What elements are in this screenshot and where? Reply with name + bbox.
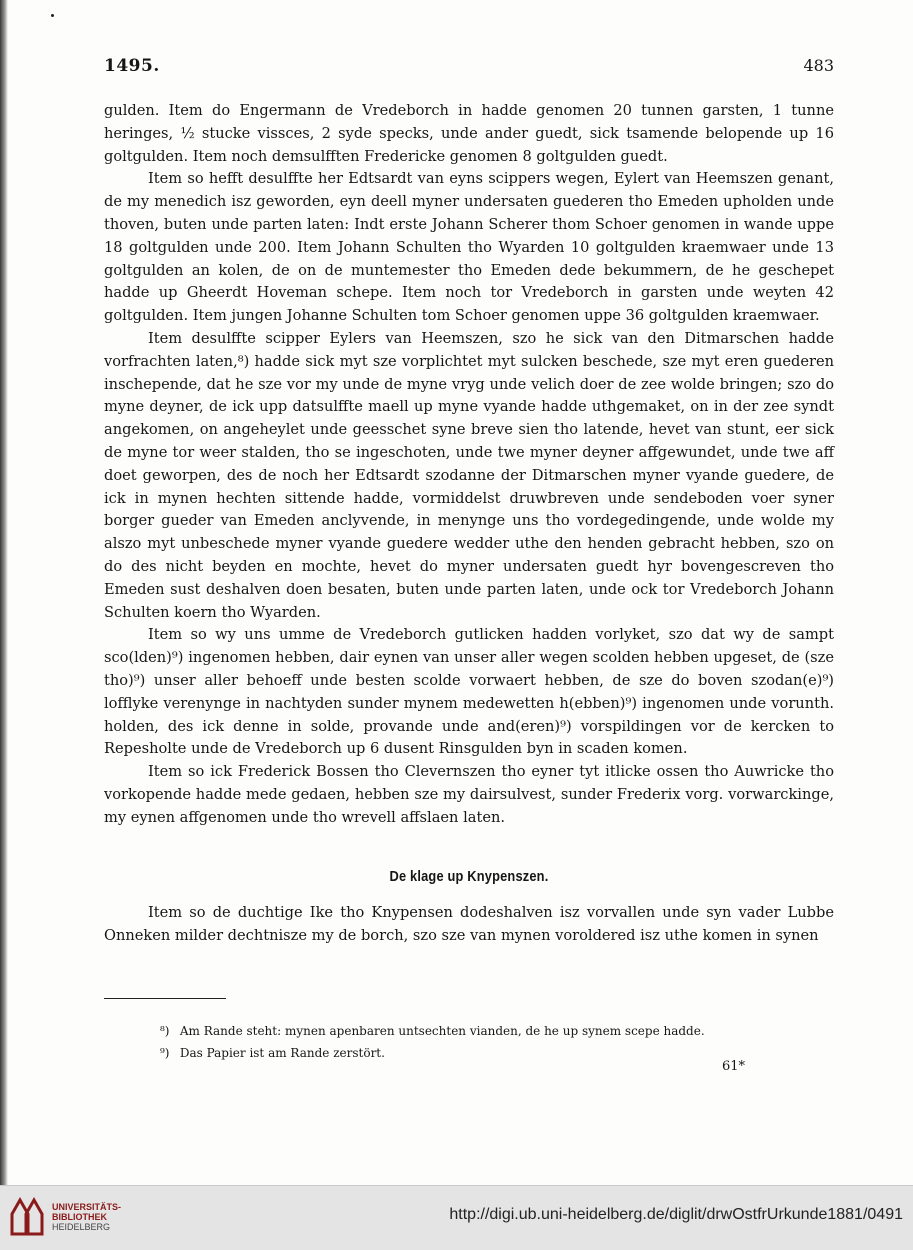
footnote-text: Am Rande steht: mynen apenbaren untsechten vianden, de he up synem scepe hadde. — [179, 1024, 705, 1038]
paragraph-5: Item so ick Frederick Bossen tho Clevernszen tho eyner tyt itlicke ossen tho Auwricke tho vorkopende hadde mede gedaen, hebben sze my dairsulvest, sunder Frederix vorg. vorwarckinge, my eynen affgenomen unde tho wrevell affslaen laten. — [104, 763, 834, 826]
scan-speck — [51, 14, 54, 17]
footnotes — [160, 1020, 760, 1064]
footnote-mark: ⁸) — [160, 1024, 170, 1038]
paragraph-4: Item so wy uns umme de Vredeborch gutlicken hadden vorlyket, szo dat wy de sampt sco(lden)⁹) ingenomen hebben, dair eynen van unser aller wegen scolden hebben upgeset, de (sze tho)⁹) unser aller behoeff unde besten scolde vorwaert hebben, de sze do boven szodan(e)⁹) lofflyke verenynge in nachtyden sunder mynem medewetten h(ebben)⁹) ingenomen unde vorunth. holden, des ick denne in solde, provande unde and(eren)⁹) vorspildingen vor de kercken to Repesholte unde de Vredeborch up 6 dusent Rinsgulden byn in scaden komen. — [104, 626, 834, 758]
section-title: De klage up Knypenszen. — [389, 868, 549, 885]
header-year: 1495. — [104, 56, 160, 76]
logo-line-1: UNIVERSITÄTS- — [52, 1202, 122, 1212]
footnote-9 — [160, 1042, 760, 1064]
closing-paragraph: Item so de duchtige Ike tho Knypensen dodeshalven isz vorvallen unde syn vader Lubbe Onneken milder dechtnisze my de borch, szo sze van mynen voroldered isz uthe komen in synen — [104, 904, 834, 945]
scan-edge — [0, 0, 8, 1185]
footnote-rule — [104, 998, 226, 999]
footnote-text: Das Papier ist am Rande zerstört. — [179, 1046, 385, 1060]
logo-line-2: BIBLIOTHEK — [52, 1212, 107, 1222]
library-logo-text — [52, 1202, 121, 1232]
library-logo-icon — [10, 1196, 44, 1236]
body-text — [104, 100, 834, 948]
permalink-url[interactable]: http://digi.ub.uni-heidelberg.de/diglit/drwOstfrUrkunde1881/0491 — [449, 1206, 903, 1223]
logo-line-3: HEIDELBERG — [52, 1222, 111, 1232]
signature-mark: 61* — [722, 1059, 746, 1074]
paragraph-3: Item desulffte scipper Eylers van Heemszen, szo he sick van den Ditmarschen hadde vorfrachten laten,⁸) hadde sick myt sze vorplichtet myt sulcken beschede, sze myt eren guederen inschepende, dat he sze vor my unde de myne vryg unde velich doer de zee wolde bringen; szo do myne deyner, de ick upp datsulffte maell up myne vyande hadde uthgemaket, on in der zee syndt angekomen, on angeheylet unde geesschet syne breve sien tho latende, hevet van stunt, eer sick de myne tor weer stalden, tho se ingeschoten, unde twe myner deyner affgewundet, unde twe aff doet geworpen, des de noch her Edtsardt szodanne der Ditmarschen myner vyande guedere, de ick in mynen hechten sittende hadde, vormiddelst druwbreven unde sendeboden voer syner borger gueder van Emeden anclyvende, in menynge uns tho vordegedingende, unde wolde my alszo myt unbeschede myner vyande guedere wedder uthe den henden gebracht hebben, szo on do des nicht beyden en mochte, hevet do myner undersaten guedt hyr bovengescreven tho Emeden sust deshalven doen besaten, buten unde parten laten, unde ock tor Vredeborch Johann Schulten koern tho Wyarden. — [104, 329, 834, 621]
paragraph-1: gulden. Item do Engermann de Vredeborch in hadde genomen 20 tunnen garsten, 1 tunne heringes, ½ stucke vissces, 2 syde specks, unde ander guedt, sick tsamende belopende up 16 goltgulden. Item noch demsulfften Fredericke genomen 8 goltgulden guedt. — [104, 102, 834, 165]
library-footer — [0, 1185, 913, 1250]
paragraph-2: Item so hefft desulffte her Edtsardt van eyns scippers wegen, Eylert van Heemszen genant, de my menedich isz geworden, eyn deell myner undersaten guederen tho Emeden upholden unde thoven, buten unde parten laten: Indt erste Johann Scherer thom Schoer genomen in wande uppe 18 goltgulden unde 200. Item Johann Schulten tho Wyarden 10 goltgulden kraemwaer unde 13 goltgulden an kolen, de on de muntemester tho Emeden dede bekummern, de he geschepet hadde up Gheerdt Hoveman schepe. Item noch tor Vredeborch in garsten unde weyten 42 goltgulden. Item jungen Johanne Schulten tom Schoer genomen uppe 36 goltgulden kraemwaer. — [104, 170, 834, 325]
footnote-8 — [160, 1020, 760, 1042]
page-number: 483 — [803, 56, 834, 75]
footnote-mark: ⁹) — [160, 1046, 170, 1060]
page-header — [104, 56, 834, 84]
